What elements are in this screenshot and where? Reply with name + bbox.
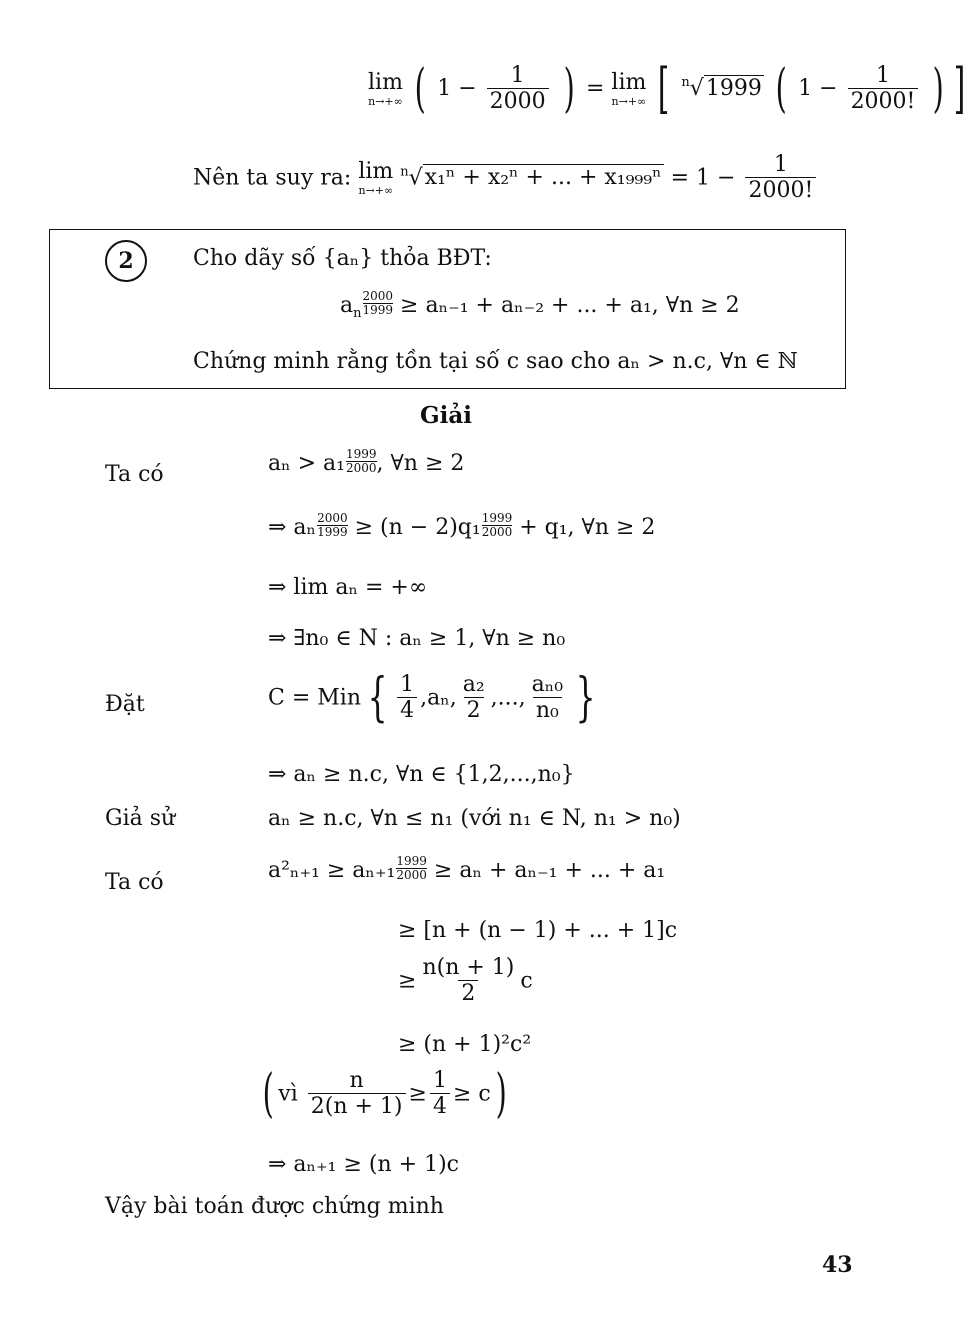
step5: ⇒ aₙ ≥ n.c, ∀n ∈ {1,2,...,n₀} (268, 762, 575, 787)
step1: aₙ > a₁ $\frac{1999}{2000}$ , ∀n ≥ 2 (268, 447, 465, 476)
deduction-line: Nên ta suy ra: lim n→+∞ $^n$√x₁ⁿ + x₂ⁿ + ... + x₁₉₉₉ⁿ = 1 − $\frac{1}{2000!}$ (193, 152, 819, 205)
step11: ⇒ aₙ₊₁ ≥ (n + 1)c (268, 1152, 459, 1177)
label-ta-co-2: Ta có (105, 870, 164, 895)
lim-label: lim (368, 69, 403, 95)
root-expression: x₁ⁿ + x₂ⁿ + ... + x₁₉₉₉ⁿ (424, 165, 662, 191)
nth-root: $^n$√1999 (681, 75, 762, 101)
minus: − (458, 76, 477, 101)
step3: ⇒ lim aₙ = +∞ (268, 575, 428, 600)
step10: ≥ (n + 1)²c² (398, 1032, 532, 1057)
step2: ⇒ aₙ $\frac{2000}{1999}$ ≥ (n − 2)q₁ $\frac{1999}{2000}$ + q₁, ∀n ≥ 2 (268, 511, 656, 540)
solution-title: Giải (420, 402, 473, 429)
deduction-text: Nên ta suy ra: (193, 165, 352, 191)
lim-under: n→+∞ (368, 94, 403, 108)
frac-1-2000: $\frac{1}{2000}$ (487, 63, 549, 116)
step9: ≥ $\frac{n(n + 1)}{2}$ c (398, 955, 533, 1007)
step6: aₙ ≥ n.c, ∀n ≤ n₁ (với n₁ ∈ N, n₁ > n₀) (268, 806, 681, 831)
page-number: 43 (822, 1252, 853, 1278)
problem-number: 2 (105, 240, 147, 282)
frac-1-2000f: $\frac{1}{2000!}$ (848, 63, 919, 116)
step7: a²ₙ₊₁ ≥ aₙ₊₁ $\frac{1999}{2000}$ ≥ aₙ + aₙ₋₁ + ... + a₁ (268, 854, 666, 883)
problem-inequality: $a_n$ $\frac{2000}{1999}$ ≥ aₙ₋₁ + aₙ₋₂ + ... + a₁, ∀n ≥ 2 (340, 289, 740, 321)
step4: ⇒ ∃n₀ ∈ N : aₙ ≥ 1, ∀n ≥ n₀ (268, 626, 566, 651)
conclusion: Vậy bài toán được chứng minh (105, 1194, 444, 1219)
label-dat: Đặt (105, 692, 145, 717)
step8: ≥ [n + (n − 1) + ... + 1]c (398, 918, 678, 943)
label-ta-co: Ta có (105, 462, 164, 487)
one: 1 (437, 76, 452, 101)
limit-equation: lim n→+∞ ( 1 − $\frac{1}{2000}$ ) = lim n→+∞ [ $^n$√1999 ( 1 − $\frac{1}{2000!}$ ) ] (368, 57, 966, 120)
label-gia-su: Giả sử (105, 806, 176, 831)
problem-line1: Cho dãy số {aₙ} thỏa BĐT: (193, 246, 492, 271)
step-c-min: C = Min { $\frac{1}{4}$ ,aₙ, $\frac{\text{a₂}}{2}$ ,..., $\frac{\text{aₙ₀}}{\text{n₀}}$ } (268, 668, 596, 729)
equals: = (585, 76, 605, 101)
problem-line3: Chứng minh rằng tồn tại số c sao cho aₙ > n.c, ∀n ∈ ℕ (193, 349, 798, 374)
step-vi: ( vì $\frac{n}{2(n + 1)}$ ≥ $\frac{1}{4}$ ≥ c) (262, 1064, 507, 1125)
